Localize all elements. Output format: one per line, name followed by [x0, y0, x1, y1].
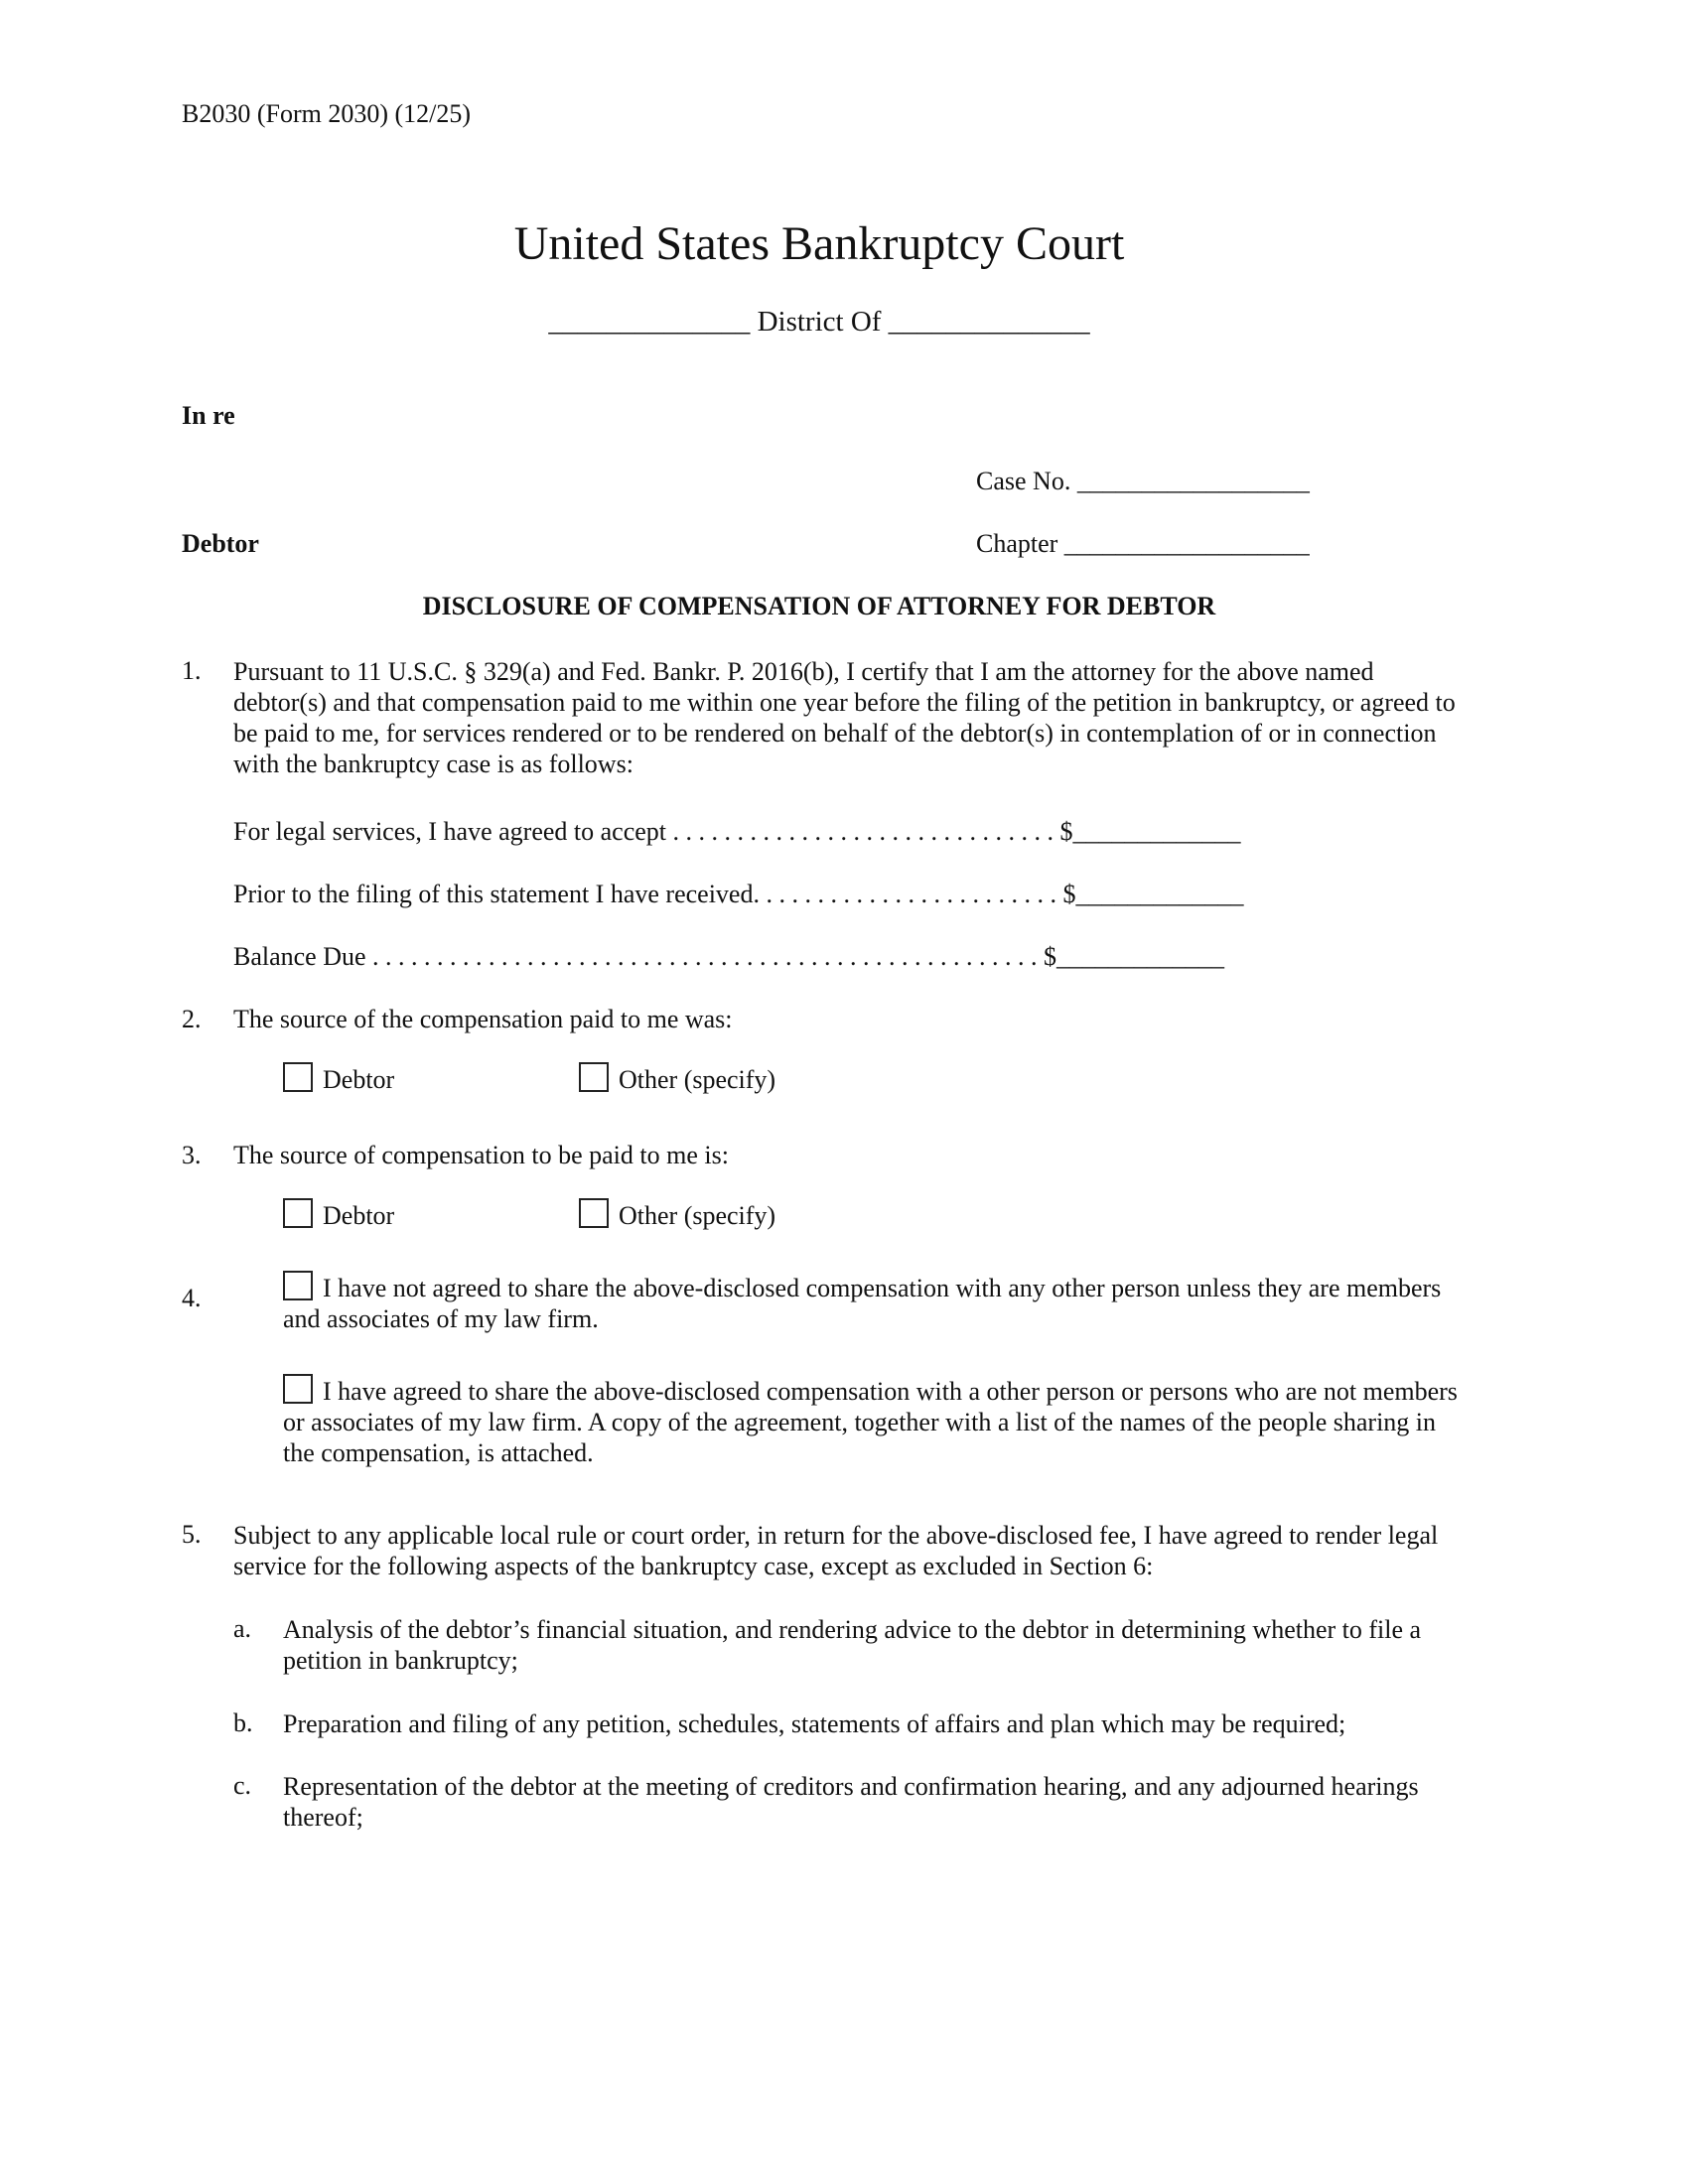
district-line: ______________ District Of ______________	[548, 306, 1090, 338]
item-number: 3.	[182, 1141, 202, 1169]
court-title: United States Bankruptcy Court	[513, 217, 1125, 270]
checkbox[interactable]	[283, 1374, 313, 1404]
item-1-text: Pursuant to 11 U.S.C. § 329(a) and Fed. Bankr. P. 2016(b), I certify that I am the attorney for the above named debtor(s) and that compensation paid to me within one year before the filing of the petition in bankruptcy, or agreed to be paid to me, for services rendered or to be rendered on behalf of the debtor(s) in contemplation of or in connection with the bankruptcy case is as follows:	[233, 657, 1456, 778]
case-number-field: Case No. __________________	[976, 467, 1310, 495]
balance-due-line: Balance Due . . . . . . . . . . . . . . . . . . . . . . . . . . . . . . . . . . . . . . . . . . . . . . . . . . . . $_____________	[233, 942, 1225, 971]
debtor-label: Debtor	[182, 529, 259, 558]
sub-item-letter: a.	[233, 1614, 252, 1643]
option-label: Debtor	[323, 1065, 395, 1094]
option-label: Other (specify)	[619, 1201, 776, 1230]
item-number: 2.	[182, 1005, 202, 1033]
in-re-label: In re	[182, 401, 235, 430]
option-label: Other (specify)	[619, 1065, 776, 1094]
form-identifier: B2030 (Form 2030) (12/25)	[182, 99, 472, 128]
paid-source-debtor-option[interactable]	[283, 1062, 394, 1095]
sub-item-a-text: Analysis of the debtor’s financial situation, and rendering advice to the debtor in determining whether to file a petition in bankruptcy;	[283, 1615, 1422, 1675]
not-shared-option[interactable]	[283, 1271, 1470, 1334]
item-5-text: Subject to any applicable local rule or court order, in return for the above-disclosed fee, I have agreed to render legal service for the following aspects of the bankruptcy case, except as excluded in Section 6:	[233, 1521, 1439, 1580]
item-3-text: The source of compensation to be paid to me is:	[233, 1141, 729, 1169]
sub-item-b-text: Preparation and filing of any petition, schedules, statements of affairs and plan which may be required;	[283, 1709, 1346, 1738]
checkbox[interactable]	[283, 1062, 313, 1092]
checkbox[interactable]	[283, 1271, 313, 1300]
checkbox[interactable]	[283, 1198, 313, 1228]
shared-text: I have agreed to share the above-disclosed compensation with a other person or persons who are not members or associates of my law firm. A copy of the agreement, together with a list of the names of the people sharing in the compensation, is attached.	[283, 1377, 1458, 1467]
item-number: 4.	[182, 1284, 202, 1312]
option-label: Debtor	[323, 1201, 395, 1230]
item-2-text: The source of the compensation paid to me was:	[233, 1005, 733, 1033]
paid-source-other-option[interactable]	[579, 1062, 775, 1095]
sub-item-c-text: Representation of the debtor at the meeting of creditors and confirmation hearing, and any adjourned hearings thereof;	[283, 1772, 1419, 1832]
chapter-field: Chapter ___________________	[976, 529, 1310, 558]
to-be-paid-other-option[interactable]	[579, 1198, 775, 1231]
checkbox[interactable]	[579, 1198, 609, 1228]
checkbox[interactable]	[579, 1062, 609, 1092]
sub-item-letter: b.	[233, 1708, 253, 1737]
not-shared-text: I have not agreed to share the above-disclosed compensation with any other person unless they are members and associates of my law firm.	[283, 1274, 1442, 1333]
fee-received-line: Prior to the filing of this statement I have received. . . . . . . . . . . . . . . . . . . . . . . . $_____________	[233, 880, 1244, 908]
fee-agreed-line: For legal services, I have agreed to accept . . . . . . . . . . . . . . . . . . . . . . . . . . . . . . $_____________	[233, 817, 1241, 846]
item-number: 1.	[182, 656, 202, 685]
shared-option[interactable]	[283, 1374, 1470, 1468]
document-heading: DISCLOSURE OF COMPENSATION OF ATTORNEY FOR DEBTOR	[422, 592, 1216, 620]
item-number: 5.	[182, 1520, 202, 1549]
to-be-paid-debtor-option[interactable]	[283, 1198, 394, 1231]
sub-item-letter: c.	[233, 1771, 252, 1800]
